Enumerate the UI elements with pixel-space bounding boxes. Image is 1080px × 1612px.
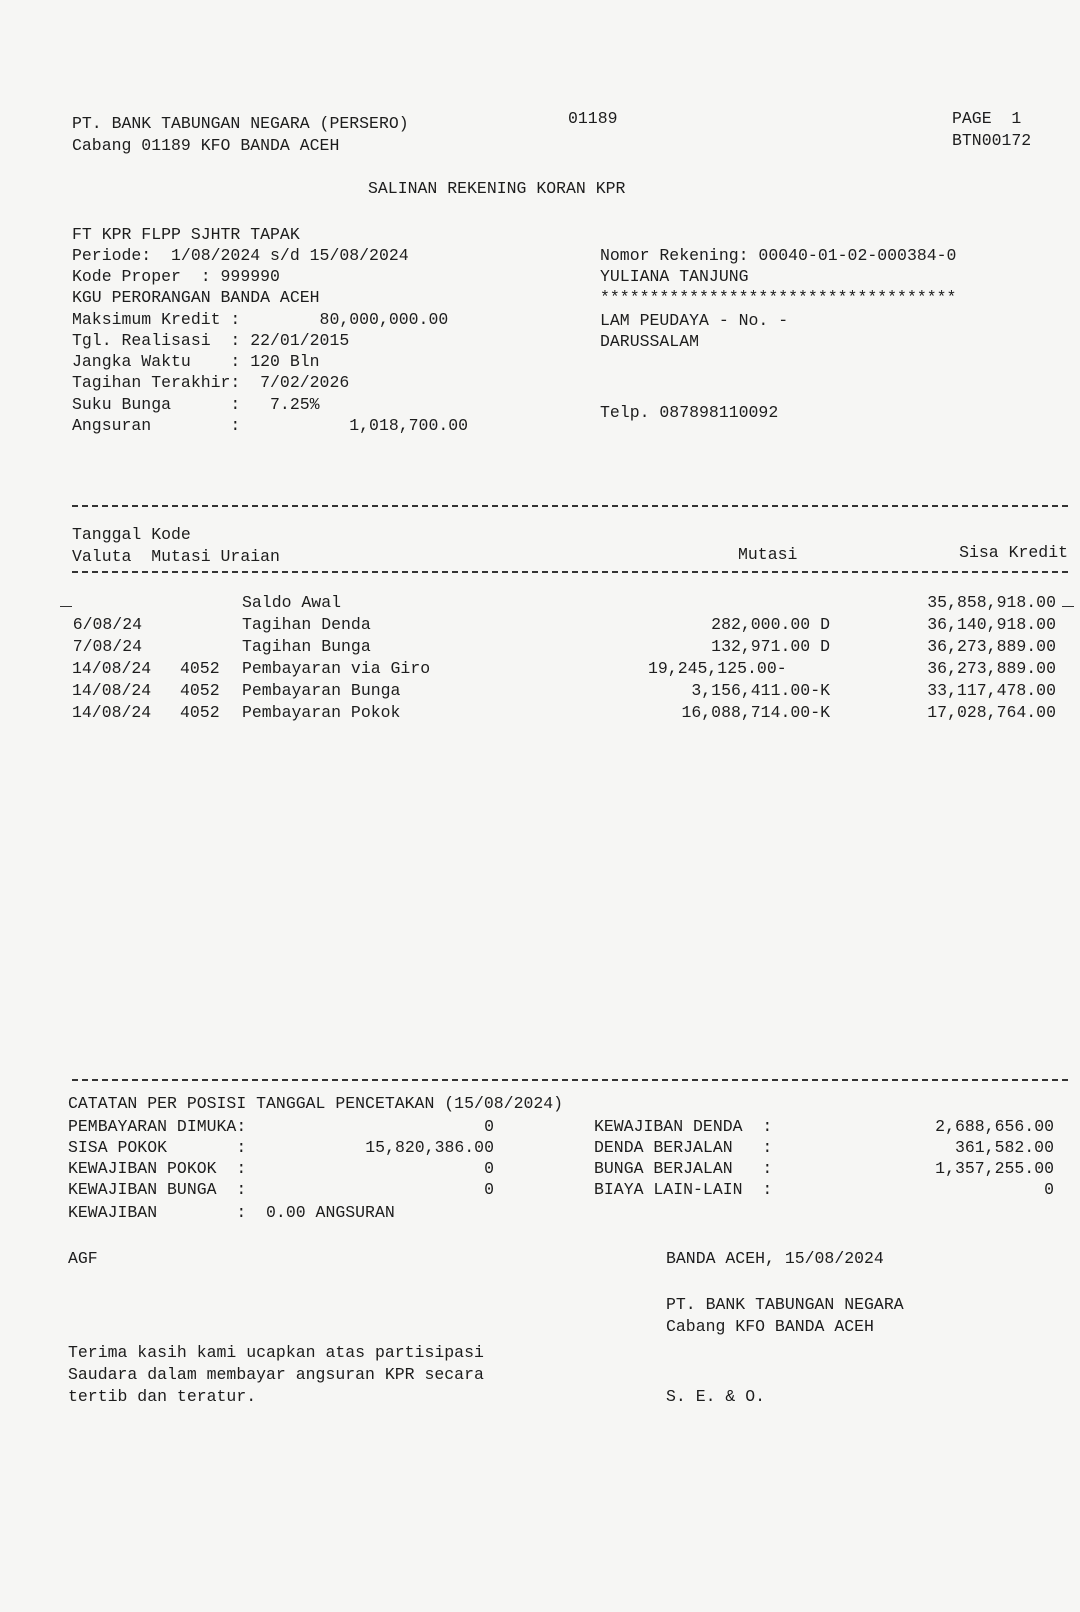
note-label: BUNGA BERJALAN : bbox=[594, 1159, 773, 1178]
document-title: SALINAN REKENING KORAN KPR bbox=[368, 179, 626, 198]
initials: AGF bbox=[68, 1249, 98, 1268]
row-sisa-kredit: 17,028,764.00 bbox=[927, 703, 1056, 722]
seo-note: S. E. & O. bbox=[666, 1387, 766, 1406]
row-code: 4052 bbox=[180, 659, 220, 678]
table-row bbox=[0, 636, 1080, 658]
note-label: KEWAJIBAN BUNGA : bbox=[68, 1180, 247, 1199]
account-info-line: Kode Proper : 999990 bbox=[72, 267, 280, 286]
notes-right bbox=[594, 1116, 1064, 1216]
bank-name: PT. BANK TABUNGAN NEGARA (PERSERO) bbox=[72, 114, 409, 133]
note-value: 2,688,656.00 bbox=[935, 1117, 1054, 1136]
masked-line: ************************************ bbox=[600, 288, 957, 307]
kewajiban-line: KEWAJIBAN : 0.00 ANGSURAN bbox=[68, 1203, 395, 1222]
bank-sign-line-1: PT. BANK TABUNGAN NEGARA bbox=[666, 1295, 904, 1314]
note-value: 0 bbox=[484, 1159, 494, 1178]
row-date: 14/08/24 bbox=[72, 659, 152, 678]
row-mutasi: 16,088,714.00-K bbox=[681, 703, 830, 722]
row-mutasi: 132,971.00 D bbox=[711, 637, 830, 656]
bank-sign-line-2: Cabang KFO BANDA ACEH bbox=[666, 1317, 874, 1336]
account-info-line: Tgl. Realisasi : 22/01/2015 bbox=[72, 331, 350, 350]
report-id: BTN00172 bbox=[952, 131, 1032, 150]
account-info-line: Periode: 1/08/2024 s/d 15/08/2024 bbox=[72, 246, 409, 265]
phone: Telp. 087898110092 bbox=[600, 403, 779, 422]
notes-left bbox=[68, 1116, 508, 1216]
account-number: Nomor Rekening: 00040-01-02-000384-0 bbox=[600, 246, 957, 265]
column-mutasi: Mutasi bbox=[738, 545, 798, 564]
row-code: 4052 bbox=[180, 703, 220, 722]
note-value: 0 bbox=[484, 1117, 494, 1136]
account-info-line: KGU PERORANGAN BANDA ACEH bbox=[72, 288, 320, 307]
row-date: 6/08/24 bbox=[72, 615, 142, 634]
table-row bbox=[0, 614, 1080, 636]
table-row bbox=[0, 702, 1080, 724]
row-sisa-kredit: 35,858,918.00 bbox=[927, 593, 1056, 612]
customer-name: YULIANA TANJUNG bbox=[600, 267, 749, 286]
note-value: 361,582.00 bbox=[954, 1138, 1054, 1157]
divider bbox=[72, 505, 1068, 507]
column-sisa-kredit: Sisa Kredit bbox=[959, 543, 1068, 562]
thanks-line: Saudara dalam membayar angsuran KPR secara bbox=[68, 1365, 484, 1384]
account-info-line: FT KPR FLPP SJHTR TAPAK bbox=[72, 225, 300, 244]
note-value: 0 bbox=[484, 1180, 494, 1199]
row-mutasi: 282,000.00 D bbox=[711, 615, 830, 634]
row-description: Pembayaran via Giro bbox=[242, 659, 431, 678]
row-description: Pembayaran Bunga bbox=[242, 681, 401, 700]
note-value: 0 bbox=[1044, 1180, 1054, 1199]
row-description: Pembayaran Pokok bbox=[242, 703, 401, 722]
row-sisa-kredit: 36,273,889.00 bbox=[927, 659, 1056, 678]
note-label: DENDA BERJALAN : bbox=[594, 1138, 773, 1157]
note-label: SISA POKOK : bbox=[68, 1138, 247, 1157]
note-value: 1,357,255.00 bbox=[935, 1159, 1054, 1178]
note-label: KEWAJIBAN POKOK : bbox=[68, 1159, 247, 1178]
divider bbox=[72, 571, 1068, 573]
branch-line: Cabang 01189 KFO BANDA ACEH bbox=[72, 136, 340, 155]
account-info-line: Jangka Waktu : 120 Bln bbox=[72, 352, 320, 371]
address-line-1: LAM PEUDAYA - No. - bbox=[600, 311, 789, 330]
row-description: Tagihan Denda bbox=[242, 615, 371, 634]
branch-code: 01189 bbox=[568, 109, 618, 128]
table-row bbox=[0, 658, 1080, 680]
row-date: 14/08/24 bbox=[72, 703, 152, 722]
thanks-line: tertib dan teratur. bbox=[68, 1387, 257, 1406]
note-label: BIAYA LAIN-LAIN : bbox=[594, 1180, 773, 1199]
table-row bbox=[0, 680, 1080, 702]
place-date: BANDA ACEH, 15/08/2024 bbox=[666, 1249, 884, 1268]
address-line-2: DARUSSALAM bbox=[600, 332, 700, 351]
table-row bbox=[0, 592, 1080, 614]
account-info-line: Suku Bunga : 7.25% bbox=[72, 395, 320, 414]
divider bbox=[72, 1079, 1068, 1081]
account-info-line: Angsuran : 1,018,700.00 bbox=[72, 416, 469, 435]
row-mutasi: 19,245,125.00- bbox=[648, 659, 787, 678]
row-description: Tagihan Bunga bbox=[242, 637, 371, 656]
row-date: 7/08/24 bbox=[72, 637, 142, 656]
row-description: Saldo Awal bbox=[242, 593, 342, 612]
page-number: PAGE 1 bbox=[952, 109, 1022, 128]
note-label: KEWAJIBAN DENDA : bbox=[594, 1117, 773, 1136]
row-code: 4052 bbox=[180, 681, 220, 700]
table-header-row1: Tanggal Kode bbox=[72, 525, 191, 544]
row-date: 14/08/24 bbox=[72, 681, 152, 700]
row-sisa-kredit: 33,117,478.00 bbox=[927, 681, 1056, 700]
row-sisa-kredit: 36,273,889.00 bbox=[927, 637, 1056, 656]
account-info-line: Maksimum Kredit : 80,000,000.00 bbox=[72, 310, 449, 329]
table-header-row2: Valuta Mutasi Uraian bbox=[72, 547, 280, 566]
row-sisa-kredit: 36,140,918.00 bbox=[927, 615, 1056, 634]
note-label: PEMBAYARAN DIMUKA: bbox=[68, 1117, 247, 1136]
account-info-line: Tagihan Terakhir: 7/02/2026 bbox=[72, 373, 350, 392]
notes-title: CATATAN PER POSISI TANGGAL PENCETAKAN (15/08/2024) bbox=[68, 1094, 564, 1113]
row-mutasi: 3,156,411.00-K bbox=[691, 681, 830, 700]
thanks-line: Terima kasih kami ucapkan atas partisipasi bbox=[68, 1343, 484, 1362]
note-value: 15,820,386.00 bbox=[365, 1138, 494, 1157]
